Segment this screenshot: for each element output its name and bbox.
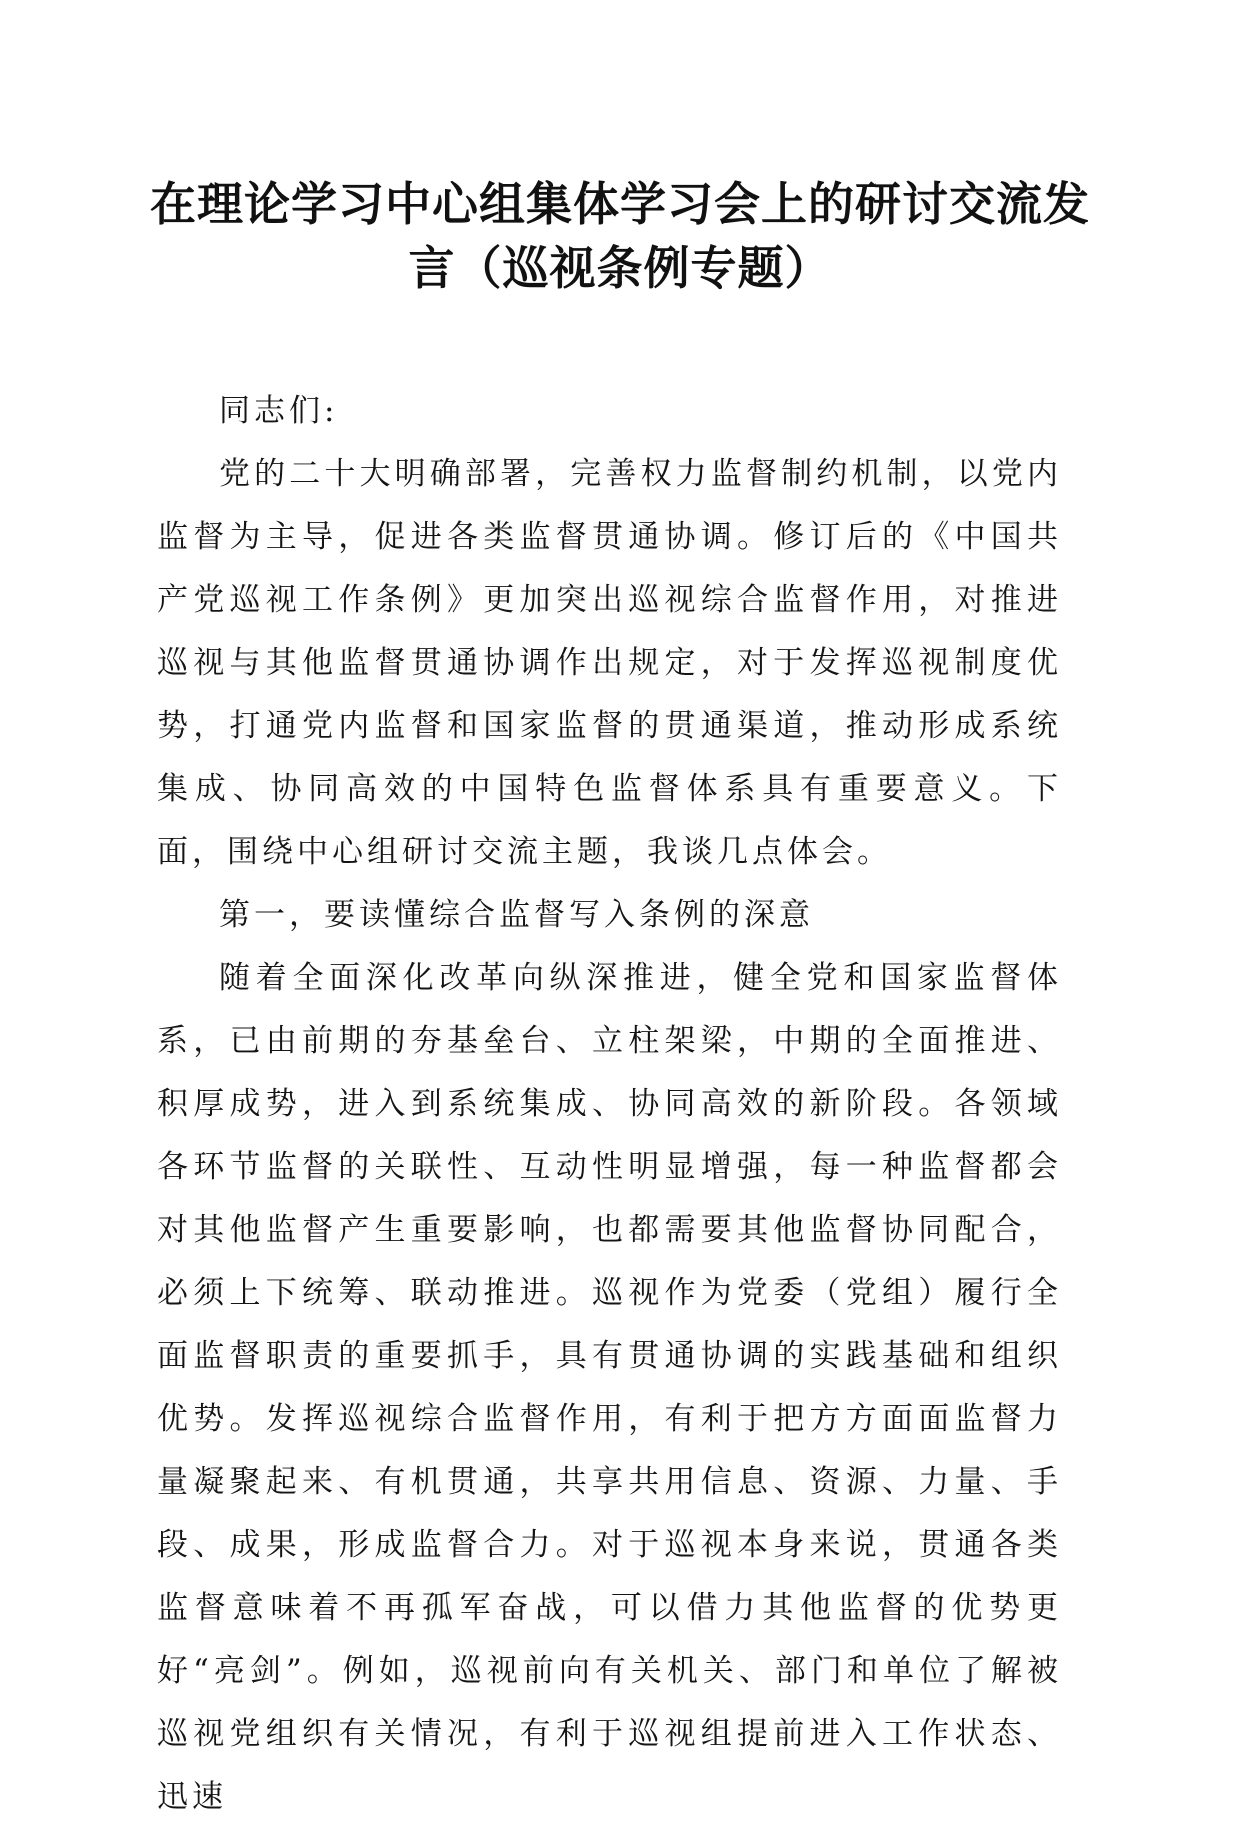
document-title: 在理论学习中心组集体学习会上的研讨交流发言（巡视条例专题）	[150, 177, 1090, 295]
paragraph: 随着全面深化改革向纵深推进，健全党和国家监督体系，已由前期的夯基垒台、立柱架梁，中期的全面推进、积厚成势，进入到系统集成、协同高效的新阶段。各领域各环节监督的关联性、互动性明显增强，每一种监督都会对其他监督产生重要影响，也都需要其他监督协同配合，必须上下统筹、联动推进。巡视作为党委（党组）履行全面监督职责的重要抓手，具有贯通协调的实践基础和组织优势。发挥巡视综合监督作用，有利于把方方面面监督力量凝聚起来、有机贯通，共享共用信息、资源、力量、手段、成果，形成监督合力。对于巡视本身来说，贯通各类监督意味着不再孤军奋战，可以借力其他监督的优势更好“亮剑”。例如，巡视前向有关机关、部门和单位了解被巡视党组织有关情况，有利于巡视组提前进入工作状态、迅速	[157, 960, 1062, 1815]
section-heading: 第一，要读懂综合监督写入条例的深意	[219, 897, 814, 933]
document-body	[157, 380, 1062, 1829]
paragraph: 党的二十大明确部署，完善权力监督制约机制，以党内监督为主导，促进各类监督贯通协调。修订后的《中国共产党巡视工作条例》更加突出巡视综合监督作用，对推进巡视与其他监督贯通协调作出规定，对于发挥巡视制度优势，打通党内监督和国家监督的贯通渠道，推动形成系统集成、协同高效的中国特色监督体系具有重要意义。下面，围绕中心组研讨交流主题，我谈几点体会。	[157, 456, 1062, 870]
salutation: 同志们:	[219, 393, 339, 429]
